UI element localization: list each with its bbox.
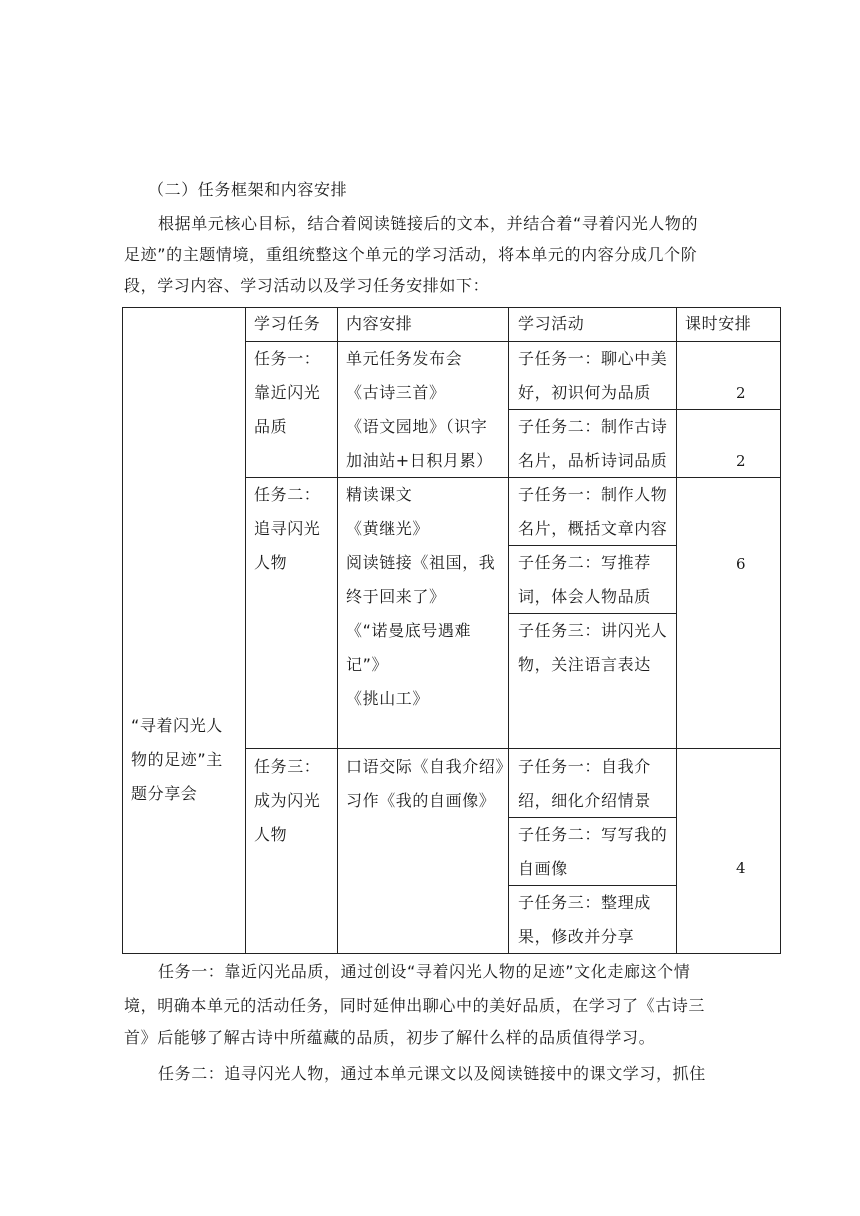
- header-task: 学习任务: [254, 314, 321, 333]
- hours-value: 2: [736, 452, 746, 470]
- row-divider: [245, 477, 781, 478]
- header-divider: [245, 341, 781, 342]
- header-hours: 课时安排: [685, 314, 752, 333]
- intro-line: 足迹”的主题情境，重组统整这个单元的学习活动，将本单元的内容分成几个阶: [124, 245, 698, 264]
- subtask-cell: 子任务二：写写我的 自画像: [518, 825, 668, 878]
- hours-value: 6: [736, 555, 746, 573]
- task-name: 任务一： 靠近闪光 品质: [254, 349, 321, 436]
- header-content: 内容安排: [346, 314, 413, 333]
- column-divider: [508, 307, 509, 954]
- intro-line: 段，学习内容、学习活动以及学习任务安排如下：: [124, 276, 490, 295]
- body-line: 任务一：靠近闪光品质，通过创设“寻着闪光人物的足迹”文化走廊这个情: [158, 962, 691, 981]
- subtask-cell: 子任务二：制作古诗 名片，品析诗词品质: [518, 417, 668, 470]
- task-name: 任务三： 成为闪光 人物: [254, 757, 321, 844]
- table-border-bottom: [122, 953, 781, 954]
- hours-value: 4: [736, 859, 746, 877]
- subtask-cell: 子任务三：整理成 果，修改并分享: [518, 893, 651, 946]
- body-line: 任务二：追寻闪光人物，通过本单元课文以及阅读链接中的课文学习，抓住: [158, 1064, 706, 1083]
- subtask-cell: 子任务一：聊心中美 好，初识何为品质: [518, 349, 668, 402]
- subtask-cell: 子任务一：制作人物 名片，概括文章内容: [518, 485, 668, 538]
- subtask-cell: 子任务三：讲闪光人 物，关注语言表达: [518, 621, 668, 674]
- column-divider: [245, 307, 246, 954]
- task-name: 任务二： 追寻闪光 人物: [254, 485, 321, 572]
- table-border-top: [122, 307, 781, 308]
- subtask-cell: 子任务二：写推荐 词，体会人物品质: [518, 553, 651, 606]
- body-line: 首》后能够了解古诗中所蕴藏的品质，初步了解什么样的品质值得学习。: [124, 1028, 656, 1047]
- task-content: 单元任务发布会 《古诗三首》 《语文园地》（识字 加油站+日积月累）: [346, 349, 493, 470]
- table-border-left: [122, 307, 123, 954]
- row-divider: [245, 748, 781, 749]
- subtask-cell: 子任务一：自我介 绍，细化介绍情景: [518, 757, 651, 810]
- task-table: [122, 307, 781, 954]
- body-line: 境，明确本单元的活动任务，同时延伸出聊心中的美好品质，在学习了《古诗三: [124, 996, 706, 1015]
- task-content: 口语交际《自我介绍》 习作《我的自画像》: [346, 757, 513, 810]
- table-border-right: [780, 307, 781, 954]
- task-content: 精读课文 《黄继光》 阅读链接《祖国，我 终于回来了》 《“诺曼底号遇难 记”》 《挑山工》: [346, 485, 496, 708]
- column-divider: [337, 307, 338, 954]
- section-heading: （二）任务框架和内容安排: [148, 180, 348, 199]
- header-activity: 学习活动: [518, 314, 585, 333]
- column-divider: [676, 307, 677, 954]
- hours-value: 2: [736, 384, 746, 402]
- intro-line: 根据单元核心目标，结合着阅读链接后的文本，并结合着“寻着闪光人物的: [158, 214, 699, 233]
- theme-cell: “寻着闪光人 物的足迹”主 题分享会: [131, 716, 223, 803]
